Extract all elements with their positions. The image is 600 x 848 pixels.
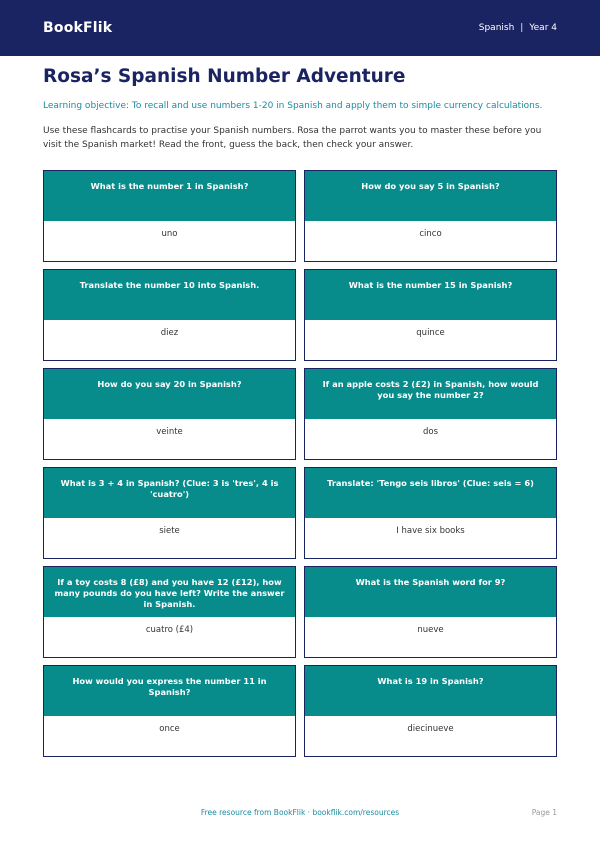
flashcard-back: cuatro (£4) [145, 625, 194, 635]
flashcard-back: uno [161, 229, 178, 239]
breadcrumb-separator: | [520, 23, 524, 33]
flashcard-back: diecinueve [407, 724, 454, 734]
flashcard-back: once [159, 724, 180, 734]
flashcard-front: If an apple costs 2 (£2) in Spanish, how would you say the number 2? [305, 369, 556, 419]
page-title: Rosa’s Spanish Number Adventure [43, 66, 406, 87]
flashcard-back: quince [416, 328, 445, 338]
page-number: Page 1 [531, 808, 557, 817]
flashcard-front: What is 3 + 4 in Spanish? (Clue: 3 is 'tres', 4 is 'cuatro') [44, 468, 295, 518]
breadcrumb [479, 23, 557, 33]
flashcard[interactable] [304, 170, 557, 262]
flashcard-front: If a toy costs 8 (£8) and you have 12 (£12), how many pounds do you have left? Write the answer in Spanish. [44, 567, 295, 617]
flashcard-front: What is the Spanish word for 9? [305, 567, 556, 617]
breadcrumb-subject: Spanish [478, 23, 515, 33]
flashcard-grid [43, 170, 557, 757]
flashcard[interactable] [43, 368, 296, 460]
flashcard-front: What is the number 1 in Spanish? [44, 171, 295, 221]
flashcard[interactable] [304, 467, 557, 559]
breadcrumb-year: Year 4 [529, 23, 557, 33]
flashcard-back: dos [422, 427, 439, 437]
flashcard-back: veinte [156, 427, 183, 437]
flashcard-back: siete [159, 526, 180, 536]
footer-credit[interactable]: Free resource from BookFlik · bookflik.com/resources [200, 808, 400, 817]
flashcard-back: I have six books [396, 526, 465, 536]
flashcard[interactable] [43, 170, 296, 262]
flashcard[interactable] [304, 566, 557, 658]
flashcard-front: How do you say 20 in Spanish? [44, 369, 295, 419]
brand-logo-text[interactable]: BookFlik [43, 20, 113, 36]
flashcard-back: diez [160, 328, 179, 338]
flashcard-front: How do you say 5 in Spanish? [305, 171, 556, 221]
flashcard-front: Translate: 'Tengo seis libros' (Clue: seis = 6) [305, 468, 556, 518]
intro-text: Use these flashcards to practise your Spanish numbers. Rosa the parrot wants you to master these before you visit the Spanish market! Read the front, guess the back, then check your answer. [43, 126, 542, 150]
flashcard[interactable] [304, 368, 557, 460]
flashcard-back: cinco [419, 229, 442, 239]
flashcard[interactable] [304, 269, 557, 361]
flashcard[interactable] [43, 269, 296, 361]
flashcard-back: nueve [417, 625, 444, 635]
flashcard[interactable] [43, 665, 296, 757]
flashcard[interactable] [43, 467, 296, 559]
flashcard-front: What is the number 15 in Spanish? [305, 270, 556, 320]
flashcard-front: How would you express the number 11 in Spanish? [44, 666, 295, 716]
flashcard[interactable] [304, 665, 557, 757]
flashcard-front: What is 19 in Spanish? [305, 666, 556, 716]
header-bar [0, 0, 600, 56]
learning-objective: Learning objective: To recall and use numbers 1-20 in Spanish and apply them to simple currency calculations. [43, 101, 543, 111]
flashcard[interactable] [43, 566, 296, 658]
flashcard-front: Translate the number 10 into Spanish. [44, 270, 295, 320]
